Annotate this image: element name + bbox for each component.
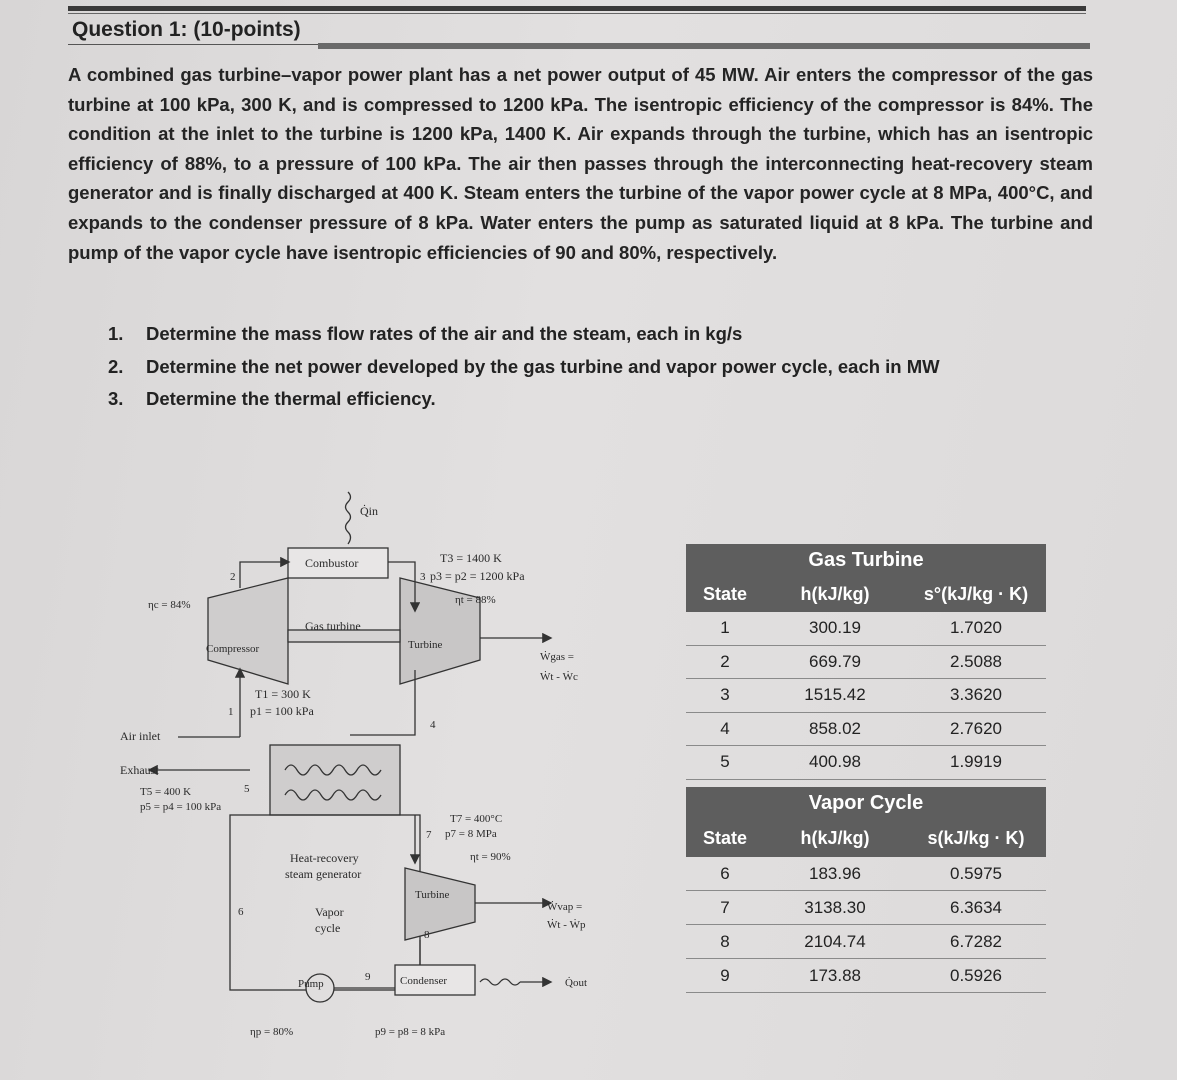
state-5-label: 5 [244, 783, 250, 795]
compressor-label: Compressor [206, 643, 260, 655]
w-gas-label: Ẇgas = [540, 651, 574, 663]
w-vap-eq-label: Ẇt - Ẇp [547, 919, 586, 931]
vapor-label-2: cycle [315, 921, 341, 935]
p3-label: p3 = p2 = 1200 kPa [430, 569, 525, 583]
hrsg-label-2: steam generator [285, 867, 362, 881]
vapor-turbine-shape [405, 868, 475, 940]
vapor-label-1: Vapor [315, 905, 344, 919]
p1-label: p1 = 100 kPa [250, 704, 314, 718]
exhaust-label: Exhaust [120, 763, 159, 777]
table-row: 8 2104.74 6.7282 [686, 925, 1046, 959]
hrsg-label-1: Heat-recovery [290, 851, 359, 865]
state-4-label: 4 [430, 719, 436, 731]
table-row: 5 400.98 1.9919 [686, 746, 1046, 780]
task-list [108, 318, 940, 416]
q-in-label: Q̇in [360, 504, 378, 518]
state-7-label: 7 [426, 829, 432, 841]
table-row: 1 300.19 1.7020 [686, 612, 1046, 646]
vapor-loop [230, 815, 420, 990]
compressor-shape [208, 578, 288, 684]
eta-t-label: ηt = 88% [455, 594, 496, 606]
state-9-label: 9 [365, 971, 371, 983]
combustor-label: Combustor [305, 556, 359, 570]
vapor-table-header: State h(kJ/kg) s(kJ/kg · K) [686, 819, 1046, 857]
table-row: 3 1515.42 3.3620 [686, 679, 1046, 713]
w-gas-eq-label: Ẇt - Ẇc [540, 671, 578, 683]
task-item: 3. Determine the thermal efficiency. [108, 388, 436, 409]
top-border-thin [68, 13, 1086, 14]
eta-c-label: ηc = 84% [148, 599, 191, 611]
state-1-label: 1 [228, 706, 234, 718]
table-row: 2 669.79 2.5088 [686, 646, 1046, 680]
t1-label: T1 = 300 K [255, 687, 311, 701]
state-3-label: 3 [420, 571, 426, 583]
gas-turbine-label: Gas turbine [305, 619, 361, 633]
top-border [68, 6, 1086, 11]
vapor-cycle-table [686, 787, 1046, 993]
hrsg-box [270, 745, 400, 815]
vapor-turbine-label: Turbine [415, 889, 450, 901]
eta-t2-label: ηt = 90% [470, 851, 511, 863]
t5-label: T5 = 400 K [140, 786, 192, 798]
p9-label: p9 = p8 = 8 kPa [375, 1026, 446, 1038]
title-rule-thick [318, 43, 1090, 49]
gas-table-title: Gas Turbine [686, 544, 1046, 576]
t7-label: T7 = 400°C [450, 813, 503, 825]
plant-schematic [110, 470, 650, 1050]
p7-label: p7 = 8 MPa [445, 828, 497, 840]
task-item: 2. Determine the net power developed by the gas turbine and vapor power cycle, each in MW [108, 355, 940, 377]
table-row: 4 858.02 2.7620 [686, 713, 1046, 747]
gas-table-header: State h(kJ/kg) s°(kJ/kg · K) [686, 576, 1046, 612]
condenser-label: Condenser [400, 975, 448, 987]
pump-label: Pump [298, 978, 324, 990]
table-row: 7 3138.30 6.3634 [686, 891, 1046, 925]
heat-out-squiggle [480, 979, 520, 985]
w-vap-label: Ẇvap = [547, 901, 583, 913]
state-6-label: 6 [238, 906, 244, 918]
vapor-table-title: Vapor Cycle [686, 787, 1046, 819]
air-inlet-label: Air inlet [120, 729, 161, 743]
turbine-label: Turbine [408, 639, 443, 651]
state-8-label: 8 [424, 929, 430, 941]
eta-p-label: ηp = 80% [250, 1026, 294, 1038]
heat-in-squiggle [346, 492, 351, 544]
gas-turbine-table [686, 544, 1046, 780]
p5-label: p5 = p4 = 100 kPa [140, 801, 222, 813]
t3-label: T3 = 1400 K [440, 551, 502, 565]
state-2-label: 2 [230, 571, 236, 583]
task-item: 1. Determine the mass flow rates of the air and the steam, each in kg/s [108, 323, 743, 344]
q-out-label: Q̇out [565, 977, 587, 989]
question-title: Question 1: (10-points) [72, 18, 301, 41]
table-row: 6 183.96 0.5975 [686, 857, 1046, 891]
problem-statement: A combined gas turbine–vapor power plant has a net power output of 45 MW. Air enters the compressor of the gas turbine at 100 kPa, 300 K, and is compressed to 1200 kPa. The isentropic efficiency of the compressor is 84%. The condition at the inlet to the turbine is 1200 kPa, 1400 K. Air expands through the turbine, which has an isentropic efficiency of 88%, to a pressure of 100 kPa. The air then passes through the interconnecting heat-recovery steam generator and is finally discharged at 400 K. Steam enters the turbine of the vapor power cycle at 8 MPa, 400°C, and expands to the condenser pressure of 8 kPa. Water enters the pump as saturated liquid at 8 kPa. The turbine and pump of the vapor cycle have isentropic efficiencies of 90 and 80%, respectively. [68, 64, 1093, 263]
table-row: 9 173.88 0.5926 [686, 959, 1046, 993]
